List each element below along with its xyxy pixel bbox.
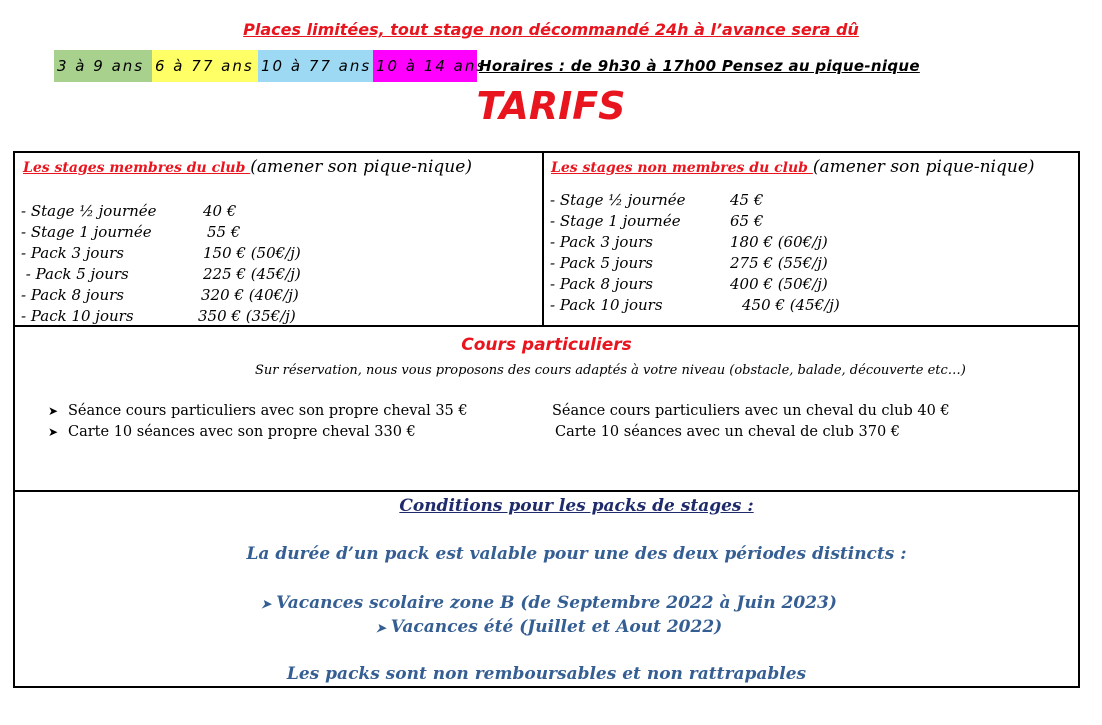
list-item: - Stage 1 journée 55 € bbox=[21, 223, 241, 241]
list-item: - Pack 3 jours 180 € (60€/j) bbox=[550, 233, 828, 251]
list-item: - Pack 10 jours 450 € (45€/j) bbox=[550, 296, 840, 314]
members-title-underlined: Les stages membres du club bbox=[23, 160, 251, 176]
list-item: - Pack 3 jours 150 € (50€/j) bbox=[21, 244, 301, 262]
non-members-title-rest: (amener son pique-nique) bbox=[812, 157, 1035, 177]
arrow-bullet-icon: ➤ bbox=[375, 621, 386, 635]
age-badge-6-77: 6 à 77 ans bbox=[152, 50, 258, 82]
arrow-bullet-icon: ➤ bbox=[48, 425, 59, 439]
conditions-title: Conditions pour les packs de stages : bbox=[399, 496, 754, 516]
arrow-bullet-icon: ➤ bbox=[261, 597, 272, 611]
conditions-intro: La durée d’un pack est valable pour une des deux périodes distincts : bbox=[246, 544, 907, 564]
page-title: TARIFS bbox=[476, 84, 626, 128]
notice-banner: Places limitées, tout stage non décommandé 24h à l’avance sera dû bbox=[243, 20, 859, 39]
conditions-period-summer: ➤ Vacances été (Juillet et Aout 2022) bbox=[15, 617, 1078, 637]
hours-text: Horaires : de 9h30 à 17h00 Pensez au pique-nique bbox=[479, 57, 920, 75]
members-title bbox=[23, 157, 472, 177]
members-box bbox=[13, 151, 544, 327]
list-item: - Pack 5 jours 275 € (55€/j) bbox=[550, 254, 828, 272]
list-item: - Stage 1 journée 65 € bbox=[550, 212, 764, 230]
list-item: - Pack 5 jours 225 € (45€/j) bbox=[21, 265, 301, 283]
non-members-price-list bbox=[550, 190, 1060, 316]
conditions-box bbox=[13, 490, 1080, 688]
non-members-title-underlined: Les stages non membres du club bbox=[551, 160, 813, 176]
list-item: - Pack 8 jours 320 € (40€/j) bbox=[21, 286, 299, 304]
private-lesson-own-horse-card: ➤ Carte 10 séances avec son propre cheval 330 € bbox=[48, 424, 416, 440]
conditions-period-school: ➤ Vacances scolaire zone B (de Septembre 2022 à Juin 2023) bbox=[15, 593, 1078, 613]
conditions-footer: Les packs sont non remboursables et non rattrapables bbox=[286, 664, 807, 684]
arrow-bullet-icon: ➤ bbox=[48, 404, 59, 418]
list-item: - Stage ½ journée 40 € bbox=[21, 202, 237, 220]
list-item: - Stage ½ journée 45 € bbox=[550, 191, 764, 209]
private-lessons-title: Cours particuliers bbox=[461, 335, 632, 355]
non-members-box bbox=[542, 151, 1080, 327]
age-badge-3-9: 3 à 9 ans bbox=[54, 50, 152, 82]
private-lesson-club-horse-card: Carte 10 séances avec un cheval de club 370 € bbox=[555, 424, 901, 440]
age-badge-10-77: 10 à 77 ans bbox=[258, 50, 373, 82]
private-lesson-club-horse-session: Séance cours particuliers avec un cheval du club 40 € bbox=[552, 403, 950, 419]
list-item: - Pack 10 jours 350 € (35€/j) bbox=[21, 307, 296, 325]
private-lessons-subtitle: Sur réservation, nous vous proposons des cours adaptés à votre niveau (obstacle, balade, découverte etc…) bbox=[255, 363, 966, 378]
private-lesson-own-horse-session: ➤ Séance cours particuliers avec son propre cheval 35 € bbox=[48, 403, 468, 419]
age-badge-10-14: 10 à 14 ans bbox=[373, 50, 477, 82]
members-title-rest: (amener son pique-nique) bbox=[250, 157, 472, 177]
list-item: - Pack 8 jours 400 € (50€/j) bbox=[550, 275, 828, 293]
age-groups-row bbox=[54, 50, 920, 82]
non-members-title bbox=[551, 157, 1035, 177]
members-price-list bbox=[21, 201, 531, 327]
private-lessons-box bbox=[13, 325, 1080, 492]
